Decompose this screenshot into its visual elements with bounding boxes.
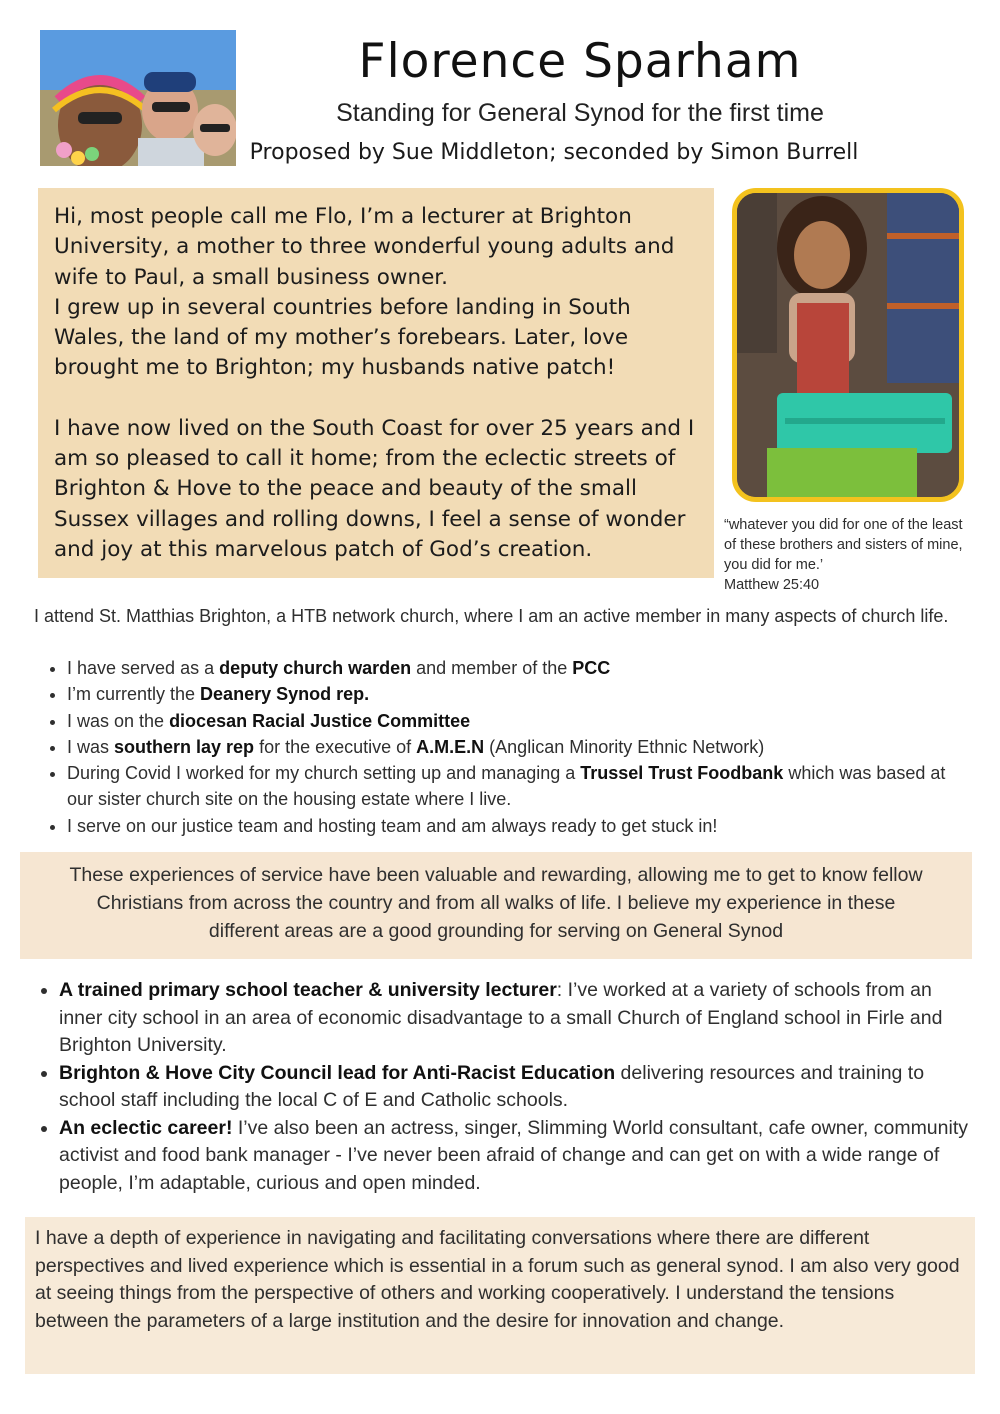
list-item: • A trained primary school teacher & university lecturer: I’ve worked at a variety of schools from an inner city school in an area of economic disadvantage to a small Church of England school in Firle and Brighton University. xyxy=(59,977,980,1060)
list-item: • I was southern lay rep for the executive of A.M.E.N (Anglican Minority Ethnic Network) xyxy=(67,734,974,760)
page-title: Florence Sparham xyxy=(358,34,802,89)
intro-box xyxy=(38,188,714,578)
list-item: • During Covid I worked for my church setting up and managing a Trussel Trust Foodbank which was based at our sister church site on the housing estate where I live. xyxy=(67,760,974,813)
intro-paragraph-1 xyxy=(54,202,700,384)
reflection-band: These experiences of service have been valuable and rewarding, allowing me to get to know fellow Christians from across the country and from all walks of life. I believe my experience in these different areas are a good grounding for serving on General Synod xyxy=(20,852,972,959)
list-item: • I was on the diocesan Racial Justice Committee xyxy=(67,708,974,734)
group-photo-illustration xyxy=(40,30,236,166)
church-intro-paragraph: I attend St. Matthias Brighton, a HTB network church, where I am an active member in many aspects of church life. xyxy=(34,606,949,626)
list-item: • I have served as a deputy church warden and member of the PCC xyxy=(67,655,974,681)
scripture-quote xyxy=(724,515,974,595)
quote-text: “whatever you did for one of the least of these brothers and sisters of mine, you did for me.’ xyxy=(724,517,963,573)
church-service-list xyxy=(34,655,974,839)
header-group-photo xyxy=(40,30,236,166)
portrait-photo xyxy=(732,188,964,502)
intro-sentence-2: I grew up in several countries before landing in South Wales, the land of my mother’s forebears. Later, love brought me to Brighton; my husbands native patch! xyxy=(54,294,631,381)
portrait-illustration xyxy=(737,193,959,497)
proposers-line: Proposed by Sue Middleton; seconded by Simon Burrell xyxy=(249,140,859,165)
career-list xyxy=(34,977,980,1197)
page-subtitle: Standing for General Synod for the first time xyxy=(336,99,824,127)
list-item: • Brighton & Hove City Council lead for Anti-Racist Education delivering resources and training to school staff including the local C of E and Catholic schools. xyxy=(59,1060,980,1115)
list-item: • I’m currently the Deanery Synod rep. xyxy=(67,681,974,707)
closing-statement-box: I have a depth of experience in navigating and facilitating conversations where there are different perspectives and lived experience which is essential in a forum such as general synod. I am also very good at seeing things from the perspective of others and working cooperatively. I understand the tensions between the parameters of a large institution and the desire for innovation and change. xyxy=(25,1217,975,1374)
intro-sentence-1: Hi, most people call me Flo, I’m a lecturer at Brighton University, a mother to three wonderful young adults and wife to Paul, a small business owner. xyxy=(54,204,675,290)
list-item: • An eclectic career! I’ve also been an actress, singer, Slimming World consultant, cafe owner, community activist and food bank manager - I’ve never been afraid of change and can get on with a wide range of people, I’m adaptable, curious and open minded. xyxy=(59,1115,980,1198)
list-item: • I serve on our justice team and hosting team and am always ready to get stuck in! xyxy=(67,813,974,839)
quote-reference: Matthew 25:40 xyxy=(724,577,820,593)
intro-paragraph-2: I have now lived on the South Coast for over 25 years and I am so pleased to call it home; from the eclectic streets of Brighton & Hove to the peace and beauty of the small Sussex villages and rolling downs, I feel a sense of wonder and joy at this marvelous patch of God’s creation. xyxy=(54,415,695,562)
